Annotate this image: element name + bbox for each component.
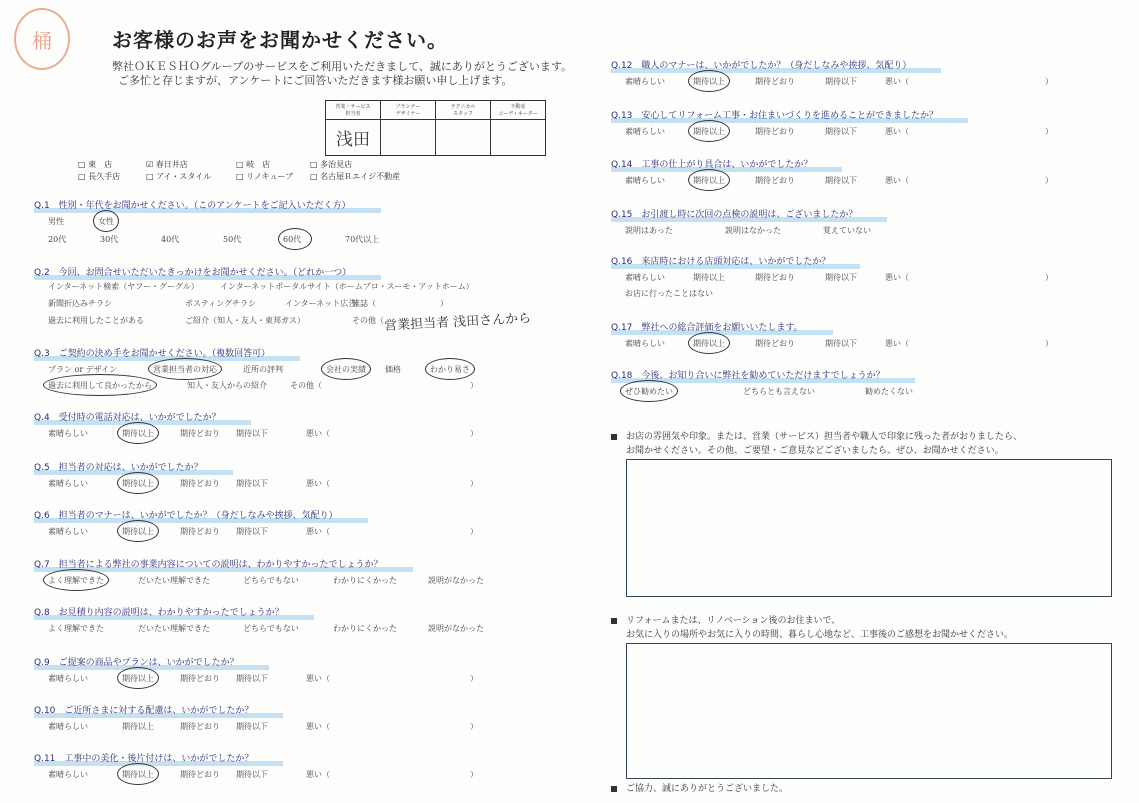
answer-option[interactable]: ） — [1045, 176, 1053, 185]
answer-option[interactable]: だいたい理解できた — [138, 576, 210, 585]
answer-circle-mark — [117, 472, 159, 494]
answer-option[interactable]: 勧めたくない — [865, 387, 913, 396]
free-response-2-box[interactable] — [626, 643, 1112, 779]
answer-option[interactable]: 価格 — [385, 365, 401, 374]
left-question-9 — [34, 703, 253, 716]
right-question-0 — [611, 58, 911, 71]
left-question-7 — [34, 605, 284, 618]
store-option[interactable]: □ 多治見店 — [310, 160, 353, 169]
staff-table — [325, 100, 546, 156]
answer-option[interactable]: 期待以上 — [122, 527, 154, 536]
answer-option[interactable]: 期待以下 — [236, 479, 268, 488]
right-question-3 — [611, 207, 857, 220]
answer-option[interactable]: 期待以上 — [693, 127, 725, 136]
answer-option[interactable]: 悪い（ — [306, 479, 330, 488]
answer-option[interactable]: 素晴らしい — [48, 770, 88, 779]
bullet-icon — [611, 434, 617, 440]
answer-option[interactable]: どちらとも言えない — [743, 387, 815, 396]
answer-option[interactable]: だいたい理解できた — [138, 624, 210, 633]
answer-option[interactable]: 説明がなかった — [428, 624, 484, 633]
answer-option[interactable]: インターネット検索（ヤフー・グーグル） — [48, 282, 199, 291]
answer-circle-mark — [148, 358, 222, 380]
answer-option[interactable]: 素晴らしい — [625, 127, 665, 136]
answer-option[interactable]: 説明はあった — [625, 226, 673, 235]
answer-option[interactable]: わかり易さ — [430, 365, 470, 374]
answer-option[interactable]: 素晴らしい — [48, 479, 88, 488]
staff-value-sales: 浅田 — [326, 120, 381, 156]
store-option[interactable]: □ アイ・スタイル — [146, 172, 212, 181]
answer-option[interactable]: 悪い（ — [306, 770, 330, 779]
staff-header-sales: 営業・サービス 担当者 — [326, 101, 381, 120]
answer-option[interactable]: ） — [470, 722, 478, 731]
free-response-1-prompt — [626, 430, 1022, 458]
answer-option[interactable]: 期待以上 — [122, 674, 154, 683]
answer-option[interactable]: 雑誌（ ） — [352, 299, 448, 308]
answer-option[interactable]: どちらでもない — [243, 576, 299, 585]
question-text: Q.14 工事の仕上がり具合は、いかがでしたか？ — [611, 160, 813, 170]
answer-option[interactable]: ご紹介（知人・友人・東邦ガス） — [185, 316, 305, 325]
answer-option[interactable]: 期待以上 — [122, 429, 154, 438]
answer-option[interactable]: ） — [1045, 77, 1053, 86]
answer-circle-mark — [688, 120, 730, 142]
answer-option[interactable]: どちらでもない — [243, 624, 299, 633]
left-question-4 — [34, 460, 203, 473]
answer-circle-mark — [688, 332, 730, 354]
question-text: Q.15 お引渡し時に次回の点検の説明は、ございましたか？ — [611, 210, 858, 220]
question-text: Q.7 担当者による弊社の事業内容についての説明は、わかりやすかったでしょうか？ — [34, 560, 383, 570]
answer-option[interactable]: 悪い（ — [306, 722, 330, 731]
answer-option[interactable]: 60代 — [283, 235, 302, 244]
left-question-1 — [34, 265, 351, 278]
free-response-2-line-2: お気に入りの場所やお気に入りの時間、暮らし心地など、工事後のご感想をお聞かせください。 — [626, 630, 1014, 640]
bullet-icon — [611, 786, 617, 792]
answer-option[interactable]: 期待以下 — [825, 273, 857, 282]
answer-circle-mark — [117, 422, 159, 444]
answer-option[interactable]: 期待以下 — [825, 77, 857, 86]
answer-option[interactable]: よく理解できた — [48, 576, 104, 585]
answer-option[interactable]: 期待以下 — [825, 127, 857, 136]
answer-option[interactable]: 素晴らしい — [625, 273, 665, 282]
answer-option[interactable]: 20代 — [48, 235, 67, 244]
bullet-icon — [611, 618, 617, 624]
answer-circle-mark — [688, 169, 730, 191]
answer-option[interactable]: 悪い（ — [885, 273, 909, 282]
answer-option[interactable]: 30代 — [100, 235, 119, 244]
answer-option[interactable]: 50代 — [223, 235, 242, 244]
answer-option[interactable]: 期待以上 — [122, 722, 154, 731]
question-text: Q.2 今回、お問合せいただいたきっかけをお聞かせください。（どれか一つ） — [34, 268, 352, 278]
store-option[interactable]: □ 岐 店 — [236, 160, 271, 169]
answer-option[interactable]: 説明がなかった — [428, 576, 484, 585]
answer-option[interactable]: ） — [1045, 127, 1053, 136]
answer-option[interactable]: 期待以下 — [236, 770, 268, 779]
answer-circle-mark — [321, 358, 371, 380]
answer-option[interactable]: 期待どおり — [755, 127, 795, 136]
answer-option[interactable]: 期待以下 — [236, 527, 268, 536]
answer-option[interactable]: わかりにくかった — [333, 576, 397, 585]
question-text: Q.5 担当者の対応は、いかがでしたか？ — [34, 463, 203, 473]
staff-value-realestate — [491, 120, 546, 156]
question-text: Q.11 工事中の美化・後片付けは、いかがでしたか？ — [34, 754, 254, 764]
answer-option[interactable]: ポスティングチラシ — [185, 299, 257, 308]
answer-option[interactable]: 悪い（ — [306, 527, 330, 536]
question-text: Q.6 担当者のマナーは、いかがでしたか？（身だしなみや挨拶、気配り） — [34, 511, 338, 521]
footer-thanks: ご協力、誠にありがとうございました。 — [626, 784, 789, 794]
intro-text — [112, 60, 572, 88]
store-option[interactable]: □ 長久手店 — [78, 172, 121, 181]
left-question-10 — [34, 751, 253, 764]
answer-option[interactable]: 新聞折込みチラシ — [48, 299, 112, 308]
answer-option[interactable]: お店に行ったことはない — [625, 289, 713, 298]
intro-line-1: 弊社ＯＫＥＳＨＯグループのサービスをご利用いただきまして、誠にありがとうございます。 — [112, 60, 573, 73]
answer-option[interactable]: 期待以下 — [236, 722, 268, 731]
answer-circle-mark — [688, 70, 730, 92]
staff-header-planner: プランナー デザイナー — [381, 101, 436, 120]
answer-option[interactable]: その他（ — [290, 381, 322, 390]
answer-option[interactable]: 素晴らしい — [625, 339, 665, 348]
question-text: Q.9 ご提案の商品やプランは、いかがでしたか？ — [34, 658, 239, 668]
answer-option[interactable]: 会社の実績 — [326, 365, 366, 374]
free-response-1-line-2: お聞かせください。その他、ご要望・ご意見などございましたら、ぜひ、お聞かせください。 — [626, 446, 1004, 456]
answer-option[interactable]: 悪い（ — [885, 339, 909, 348]
answer-option[interactable]: 知人・友人からの紹介 — [187, 381, 267, 390]
right-question-6 — [611, 368, 885, 381]
answer-option[interactable]: 期待以下 — [236, 429, 268, 438]
answer-option[interactable]: ） — [470, 527, 478, 536]
answer-option[interactable]: 悪い（ — [885, 77, 909, 86]
answer-circle-mark — [43, 374, 157, 396]
answer-option[interactable]: 素晴らしい — [48, 674, 88, 683]
question-text: Q.4 受付時の電話対応は、いかがでしたか？ — [34, 413, 221, 423]
question-text: Q.16 来店時における店頭対応は、いかがでしたか？ — [611, 257, 831, 267]
answer-option[interactable]: よく理解できた — [48, 624, 104, 633]
answer-option[interactable]: その他（ — [352, 316, 384, 325]
answer-option[interactable]: 期待以下 — [236, 674, 268, 683]
right-question-1 — [611, 108, 938, 121]
answer-circle-mark — [117, 520, 159, 542]
question-text: Q.10 ご近所さまに対する配慮は、いかがでしたか？ — [34, 706, 254, 716]
answer-option[interactable]: プラン or デザイン — [48, 365, 118, 374]
answer-circle-mark — [43, 569, 109, 591]
staff-value-technical — [436, 120, 491, 156]
answer-option[interactable]: 40代 — [161, 235, 180, 244]
handwritten-other-answer: 営業担当者 浅田さんから — [383, 311, 532, 334]
company-seal-stamp: 桶 — [14, 8, 70, 70]
page-title: お客様のお声をお聞かせください。 — [112, 28, 448, 52]
answer-option[interactable]: 悪い（ — [306, 674, 330, 683]
answer-option[interactable]: 覚えていない — [823, 226, 871, 235]
answer-option[interactable]: 期待以下 — [825, 339, 857, 348]
answer-option[interactable]: 期待以上 — [122, 770, 154, 779]
answer-option[interactable]: 男性 — [48, 217, 64, 226]
free-response-2-prompt — [626, 614, 1013, 642]
right-question-2 — [611, 157, 812, 170]
answer-option[interactable]: 素晴らしい — [48, 429, 88, 438]
answer-circle-mark — [117, 667, 159, 689]
staff-value-planner — [381, 120, 436, 156]
store-option[interactable]: ☑ 春日井店 — [146, 160, 188, 169]
answer-option[interactable]: ） — [1045, 339, 1053, 348]
answer-option[interactable]: ） — [470, 479, 478, 488]
answer-option[interactable]: 素晴らしい — [48, 527, 88, 536]
answer-option[interactable]: 悪い（ — [306, 429, 330, 438]
answer-option[interactable]: 期待以下 — [825, 176, 857, 185]
answer-option[interactable]: 素晴らしい — [625, 176, 665, 185]
free-response-2-line-1: リフォームまたは、リノベーション後のお住まいで、 — [626, 616, 841, 626]
answer-option[interactable]: 営業担当者の対応 — [153, 365, 217, 374]
left-question-2 — [34, 346, 270, 359]
answer-option[interactable]: 期待どおり — [180, 770, 220, 779]
answer-option[interactable]: 期待どおり — [755, 273, 795, 282]
question-text: Q.17 弊社への総合評価をお願いいたします。 — [611, 323, 803, 333]
answer-option[interactable]: インターネットポータルサイト（ホームプロ・スーモ・アットホーム） — [220, 282, 474, 291]
answer-option[interactable]: 期待どおり — [755, 176, 795, 185]
answer-circle-mark — [620, 380, 678, 402]
left-question-5 — [34, 508, 338, 521]
free-response-1-line-1: お店の雰囲気や印象。または、営業（サービス）担当者や職人で印象に残った者がおりましたら、 — [626, 432, 1023, 442]
question-text: Q.12 職人のマナーは、いかがでしたか？（身だしなみや挨拶、気配り） — [611, 61, 912, 71]
answer-option[interactable]: 期待どおり — [180, 527, 220, 536]
answer-option[interactable]: ） — [470, 429, 478, 438]
answer-option[interactable]: 期待以上 — [122, 479, 154, 488]
answer-option[interactable]: 悪い（ — [885, 127, 909, 136]
question-text: Q.8 お見積り内容の説明は、わかりやすかったでしょうか？ — [34, 608, 284, 618]
answer-option[interactable]: 素晴らしい — [48, 722, 88, 731]
question-text: Q.13 安心してリフォーム工事・お住まいづくりを進めることができましたか？ — [611, 111, 938, 121]
answer-option[interactable]: 期待以上 — [693, 273, 725, 282]
answer-circle-mark — [117, 763, 159, 785]
left-question-6 — [34, 557, 383, 570]
staff-header-realestate: 不動産 コーディネーター — [491, 101, 546, 120]
free-response-1-box[interactable] — [626, 459, 1112, 597]
answer-circle-mark — [425, 358, 475, 380]
right-question-4 — [611, 254, 830, 267]
answer-option[interactable]: 70代以上 — [345, 235, 380, 244]
answer-circle-mark — [278, 228, 312, 250]
answer-option[interactable]: 期待どおり — [755, 77, 795, 86]
staff-header-technical: テクニカル スタッフ — [436, 101, 491, 120]
answer-option[interactable]: ぜひ勧めたい — [625, 387, 673, 396]
answer-option[interactable]: 期待以上 — [693, 339, 725, 348]
store-option[interactable]: □ リノキューブ — [236, 172, 294, 181]
answer-option[interactable]: 過去に利用したことがある — [48, 316, 144, 325]
answer-option[interactable]: 素晴らしい — [625, 77, 665, 86]
left-question-3 — [34, 410, 221, 423]
answer-option[interactable]: 期待以上 — [693, 77, 725, 86]
answer-option[interactable]: 説明はなかった — [725, 226, 781, 235]
answer-option[interactable]: ） — [1045, 273, 1053, 282]
intro-line-2: ご多忙と存じますが、アンケートにご回答いただきます様お願い申し上げます。 — [118, 74, 513, 87]
store-option[interactable]: □ 東 店 — [78, 160, 113, 169]
answer-option[interactable]: 過去に利用して良かったから — [48, 381, 152, 390]
answer-option[interactable]: 期待どおり — [180, 722, 220, 731]
answer-option[interactable]: インターネット広告 — [285, 299, 357, 308]
store-option[interactable]: □ 名古屋Ｒエイジ不動産 — [310, 172, 401, 181]
answer-option[interactable]: 悪い（ — [885, 176, 909, 185]
answer-option[interactable]: 期待以上 — [693, 176, 725, 185]
question-text: Q.18 今後、お知り合いに弊社を勧めていただけますでしょうか？ — [611, 371, 885, 381]
answer-option[interactable]: ） — [470, 381, 478, 390]
answer-option[interactable]: 女性 — [98, 217, 114, 226]
answer-option[interactable]: 期待どおり — [180, 674, 220, 683]
answer-option[interactable]: 期待どおり — [180, 429, 220, 438]
question-text: Q.1 性別・年代をお聞かせください。（このアンケートをご記入いただく方） — [34, 201, 351, 211]
answer-option[interactable]: わかりにくかった — [333, 624, 397, 633]
answer-option[interactable]: 期待どおり — [755, 339, 795, 348]
answer-circle-mark — [93, 210, 119, 232]
answer-option[interactable]: ） — [470, 674, 478, 683]
answer-option[interactable]: 近所の評判 — [243, 365, 283, 374]
question-text: Q.3 ご契約の決め手をお聞かせください。（複数回答可） — [34, 349, 271, 359]
answer-option[interactable]: 期待どおり — [180, 479, 220, 488]
answer-option[interactable]: ） — [470, 770, 478, 779]
left-question-0 — [34, 198, 351, 211]
